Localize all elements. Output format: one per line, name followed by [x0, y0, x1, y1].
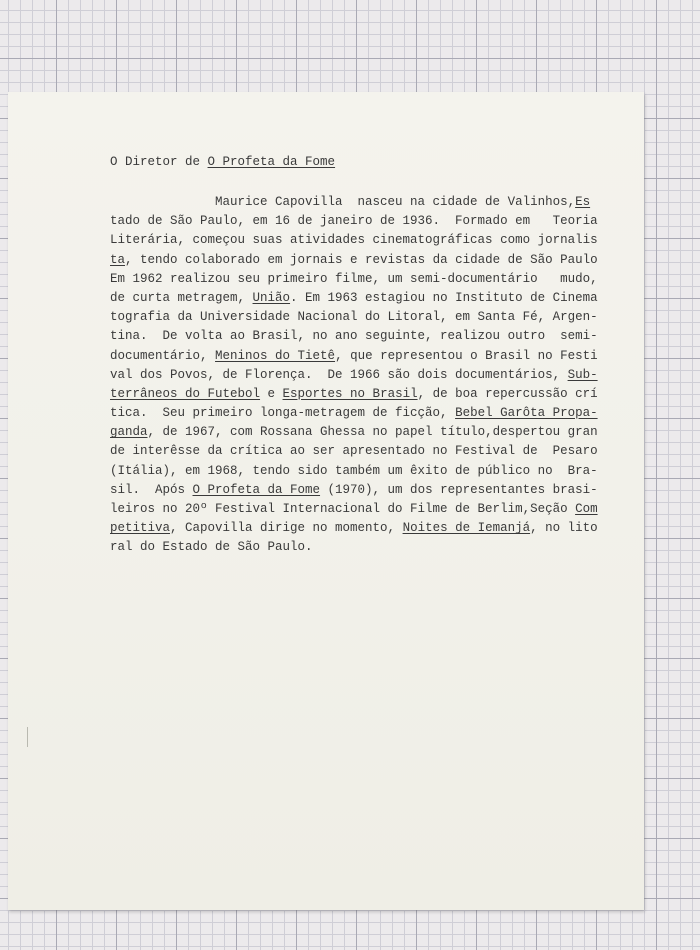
text-run: (1970), um dos representantes brasi-	[320, 482, 598, 497]
text-line	[110, 270, 645, 289]
text-line	[110, 212, 645, 231]
underlined-title: terrâneos do Futebol	[110, 386, 261, 401]
text-line	[110, 500, 645, 519]
text-line	[110, 423, 645, 442]
text-run: , Capovilla dirige no momento,	[170, 521, 403, 536]
text-run: (Itália), em 1968, tendo sido também um êxito de público no Bra-	[110, 463, 598, 478]
text-run: ral do Estado de São Paulo.	[110, 540, 313, 555]
underlined-title: Meninos do Tietê	[215, 348, 336, 363]
underlined-title: Sub-	[567, 367, 598, 382]
underlined-title: União	[252, 290, 291, 305]
text-run: , que representou o Brasil no Festi	[335, 348, 598, 363]
text-line	[110, 366, 645, 385]
text-run: tografia da Universidade Nacional do Litoral, em Santa Fé, Argen-	[110, 310, 598, 325]
underlined-title: Esportes no Brasil	[282, 386, 418, 401]
title-prefix: O Diretor de	[110, 155, 208, 169]
underlined-title: ganda	[110, 425, 148, 440]
text-run: documentário,	[110, 348, 216, 363]
text-run: tado de São Paulo, em 16 de janeiro de 1936. Formado em Teoria	[110, 214, 598, 229]
text-run: e	[260, 386, 283, 401]
text-run: . Em 1963 estagiou no Instituto de Cinema	[290, 290, 598, 305]
underlined-title: Com	[575, 502, 598, 516]
text-line	[110, 404, 645, 423]
text-run: , de boa repercussão crí	[417, 386, 598, 401]
text-run: Literária, começou suas atividades cinematográficas como jornalis	[110, 233, 598, 248]
text-line	[110, 251, 645, 270]
text-line	[110, 462, 645, 481]
underlined-title: Es	[575, 195, 591, 209]
text-run: , de 1967, com Rossana Ghessa no papel título,despertou gran	[147, 425, 598, 440]
text-run: leiros no 20º Festival Internacional do Filme de Berlim,Seção	[110, 502, 576, 516]
text-line	[110, 347, 645, 366]
text-line	[110, 327, 645, 346]
text-run: sil. Após	[110, 482, 193, 497]
text-line	[110, 231, 645, 250]
underlined-title: ta	[110, 252, 126, 267]
text-run: val dos Povos, de Florença. De 1966 são dois documentários,	[110, 367, 568, 382]
text-run: , tendo colaborado em jornais e revistas da cidade de São Paulo	[125, 252, 598, 267]
title-film: O Profeta da Fome	[207, 155, 336, 169]
underlined-title: O Profeta da Fome	[192, 482, 321, 497]
text-line	[110, 385, 645, 404]
page-title	[110, 155, 335, 169]
margin-mark	[27, 727, 28, 747]
biography-paragraph	[110, 193, 645, 558]
text-line	[110, 442, 645, 461]
underlined-title: petitiva	[110, 521, 171, 536]
text-run: tina. De volta ao Brasil, no ano seguinte, realizou outro semi-	[110, 329, 598, 344]
text-run: de interêsse da crítica ao ser apresentado no Festival de Pesaro	[110, 444, 598, 459]
text-run: Em 1962 realizou seu primeiro filme, um semi-documentário mudo,	[110, 271, 598, 286]
text-line	[110, 519, 645, 538]
text-line	[110, 193, 645, 212]
text-line	[110, 308, 645, 327]
text-run: de curta metragem,	[110, 290, 253, 305]
text-line	[110, 481, 645, 500]
typewritten-page	[8, 92, 644, 910]
text-run: , no lito	[530, 521, 598, 536]
text-line	[110, 538, 645, 557]
underlined-title: Noites de Iemanjá	[402, 521, 531, 536]
text-run: tica. Seu primeiro longa-metragem de ficção,	[110, 406, 456, 421]
text-run: Maurice Capovilla nasceu na cidade de Valinhos,	[110, 195, 576, 209]
text-line	[110, 289, 645, 308]
underlined-title: Bebel Garôta Propa-	[455, 406, 598, 421]
